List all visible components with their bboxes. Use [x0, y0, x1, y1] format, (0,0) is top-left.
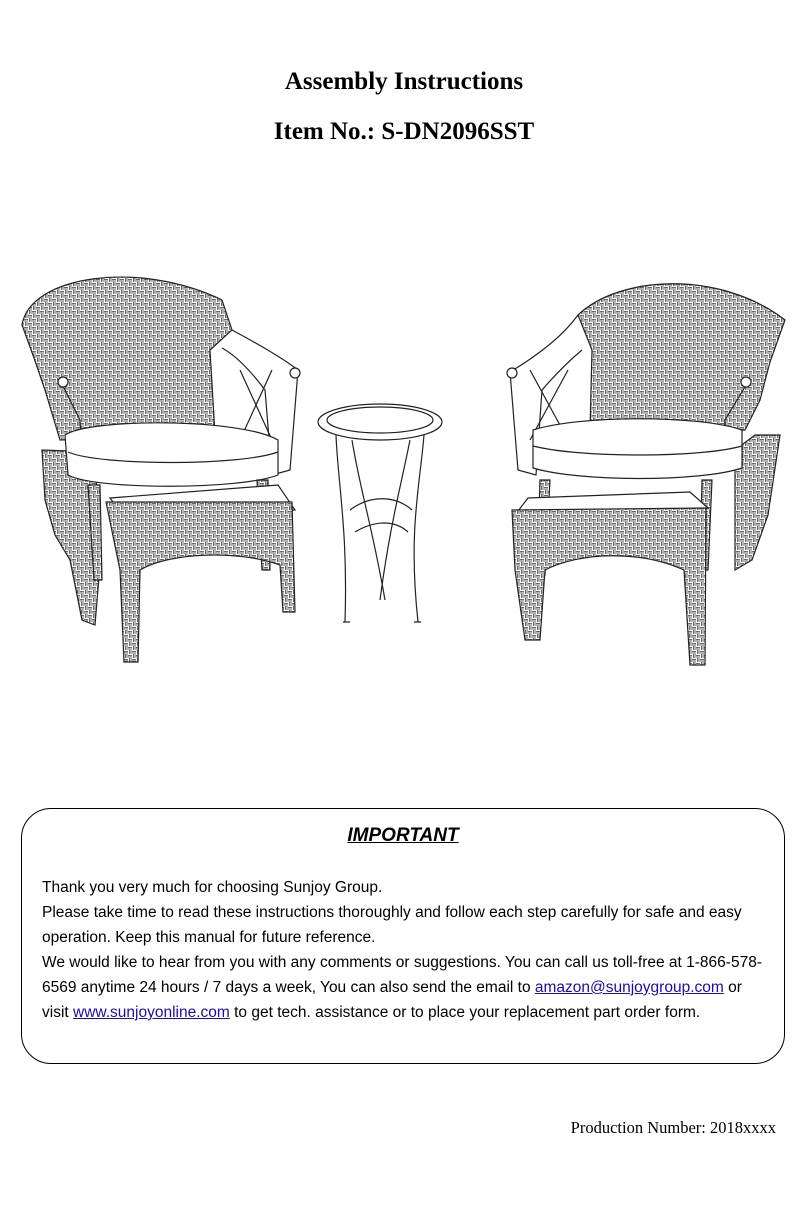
document-title: Assembly Instructions: [284, 68, 524, 95]
contact-text-a: We would like to hear from you with any comments or suggestions. You can call us toll-free at 1-866-578-6569 anytime 24 hours / 7 days a week, You can also send the email to: [42, 954, 762, 996]
contact-paragraph: [42, 950, 772, 1025]
item-number: Item No.: S-DN2096SST: [273, 118, 535, 145]
important-heading: IMPORTANT: [347, 825, 459, 846]
furniture-set-illustration: [0, 270, 808, 690]
thank-you-line: Thank you very much for choosing Sunjoy Group.: [42, 879, 383, 896]
production-number: Production Number: 2018xxxx: [570, 1118, 776, 1137]
side-table: [318, 404, 442, 622]
chair-left: [22, 277, 300, 625]
important-notice-box: [21, 808, 785, 1064]
read-instructions-paragraph: Please take time to read these instructions thoroughly and follow each step carefully for safe and easy operation. Keep this manual for future reference.: [42, 904, 742, 946]
contact-text-c: to get tech. assistance or to place your replacement part order form.: [229, 1004, 701, 1021]
email-link[interactable]: amazon@sunjoygroup.com: [534, 979, 724, 996]
important-body: [42, 875, 772, 1025]
ottoman-left: [106, 485, 295, 662]
website-link[interactable]: www.sunjoyonline.com: [73, 1004, 230, 1021]
contact-text-b: or visit: [42, 979, 742, 1021]
ottoman-right: [512, 492, 708, 665]
